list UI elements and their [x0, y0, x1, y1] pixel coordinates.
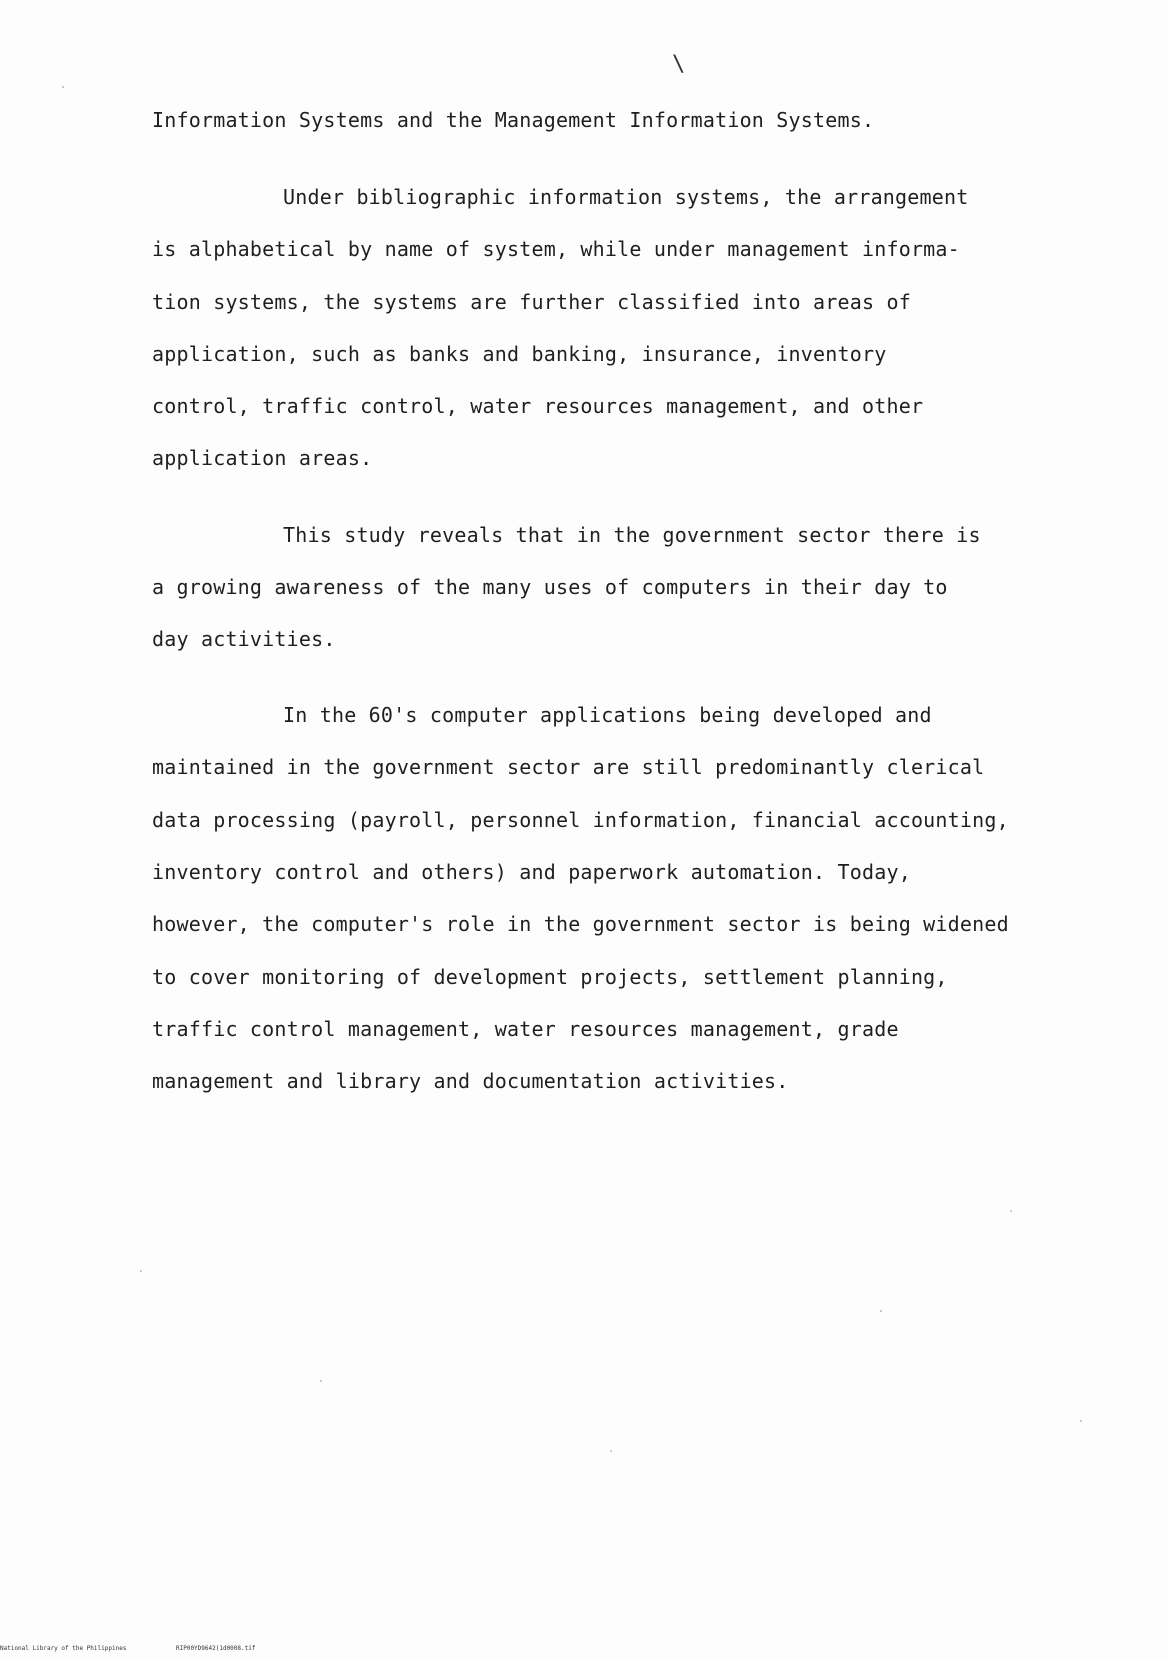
text-line: inventory control and others) and paperwork automation. Today, [152, 860, 911, 884]
text-line: Information Systems and the Management Information Systems. [152, 108, 875, 132]
text-line: application areas. [152, 446, 373, 470]
text-line: Under bibliographic information systems, the arrangement [283, 185, 969, 209]
scan-speck [1010, 1210, 1012, 1212]
text-line: traffic control management, water resources management, grade [152, 1017, 899, 1041]
footer-library: National Library of the Philippines [0, 1645, 127, 1652]
scan-speck [320, 1380, 322, 1382]
top-mark: \ [672, 52, 686, 77]
text-line: data processing (payroll, personnel information, financial accounting, [152, 808, 1009, 832]
text-line: application, such as banks and banking, insurance, inventory [152, 342, 887, 366]
scan-speck [140, 1270, 142, 1272]
scan-speck [62, 86, 64, 88]
scan-speck [1080, 1420, 1082, 1422]
text-line: to cover monitoring of development projects, settlement planning, [152, 965, 948, 989]
text-line: maintained in the government sector are still predominantly clerical [152, 755, 985, 779]
text-line: a growing awareness of the many uses of computers in their day to [152, 575, 948, 599]
text-line: is alphabetical by name of system, while under management informa- [152, 237, 960, 261]
text-line: management and library and documentation activities. [152, 1069, 789, 1093]
text-line: day activities. [152, 627, 336, 651]
text-line: however, the computer's role in the government sector is being widened [152, 912, 1009, 936]
text-line: control, traffic control, water resources management, and other [152, 394, 924, 418]
text-line: tion systems, the systems are further classified into areas of [152, 290, 911, 314]
scan-speck [610, 1450, 612, 1452]
footer-file: RIP00YD9642(1d0008.tif [176, 1645, 256, 1652]
text-line: This study reveals that in the government sector there is [283, 523, 981, 547]
scan-speck [880, 1310, 882, 1312]
text-line: In the 60's computer applications being developed and [283, 703, 932, 727]
